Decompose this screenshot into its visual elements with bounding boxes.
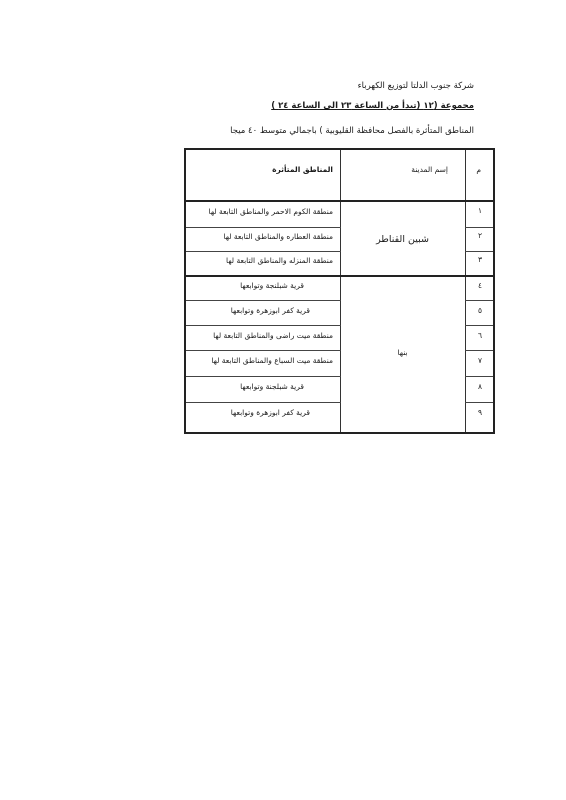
row-divider [186, 251, 341, 252]
area-cell: قرية كفر ابوزهرة وتوابعها [230, 306, 310, 315]
area-cell: قرية كفر ابوزهرة وتوابعها [230, 408, 310, 417]
city-cell: بنها [397, 348, 408, 357]
row-divider [186, 376, 341, 377]
row-divider [465, 376, 493, 377]
row-divider [465, 350, 493, 351]
header-index: م [476, 165, 481, 174]
area-cell: منطقة ميت راضى والمناطق التابعة لها [213, 331, 333, 340]
row-divider [186, 300, 341, 301]
area-cell: منطقة المنزله والمناطق التابعة لها [226, 256, 333, 265]
row-index: ٤ [477, 281, 483, 290]
row-divider [186, 227, 341, 228]
city-divider [186, 275, 493, 277]
row-divider [186, 350, 341, 351]
row-index: ٧ [477, 356, 483, 365]
row-index: ٢ [477, 231, 483, 240]
company-name: شركة جنوب الدلتا لتوزيع الكهرباء [357, 81, 474, 91]
area-cell: منطقة ميت السباع والمناطق التابعة لها [211, 356, 333, 365]
row-index: ٨ [477, 382, 483, 391]
row-index: ٥ [477, 306, 483, 315]
header-areas: المناطق المتأثرة [272, 165, 333, 174]
row-divider [465, 300, 493, 301]
row-divider [465, 325, 493, 326]
row-index: ٩ [477, 408, 483, 417]
column-divider [340, 150, 341, 432]
header-separator [186, 200, 493, 202]
area-cell: منطقة الكوم الاحمر والمناطق التابعة لها [208, 207, 333, 216]
area-cell: قرية شبلجنة وتوابعها [240, 382, 304, 391]
row-index: ٣ [477, 255, 483, 264]
row-index: ١ [477, 206, 483, 215]
row-divider [186, 325, 341, 326]
affected-areas-line: المناطق المتأثرة بالفصل محافظة القليوبية ) باجمالي متوسط ٤٠ ميجا [230, 126, 474, 136]
area-cell: منطقة العطاره والمناطق التابعة لها [223, 232, 333, 241]
header-city: إسم المدينة [411, 165, 448, 174]
row-index: ٦ [477, 331, 483, 340]
schedule-table [184, 148, 495, 434]
area-cell: قرية شبلنجة وتوابعها [240, 281, 304, 290]
group-title: مجموعة (١٢ (تبدأ من الساعة ٢٣ الى الساعة ٢٤ ) [271, 101, 474, 111]
row-divider [465, 402, 493, 403]
row-divider [465, 251, 493, 252]
row-divider [186, 402, 341, 403]
city-cell: شبين القناطر [376, 234, 429, 245]
row-divider [465, 227, 493, 228]
